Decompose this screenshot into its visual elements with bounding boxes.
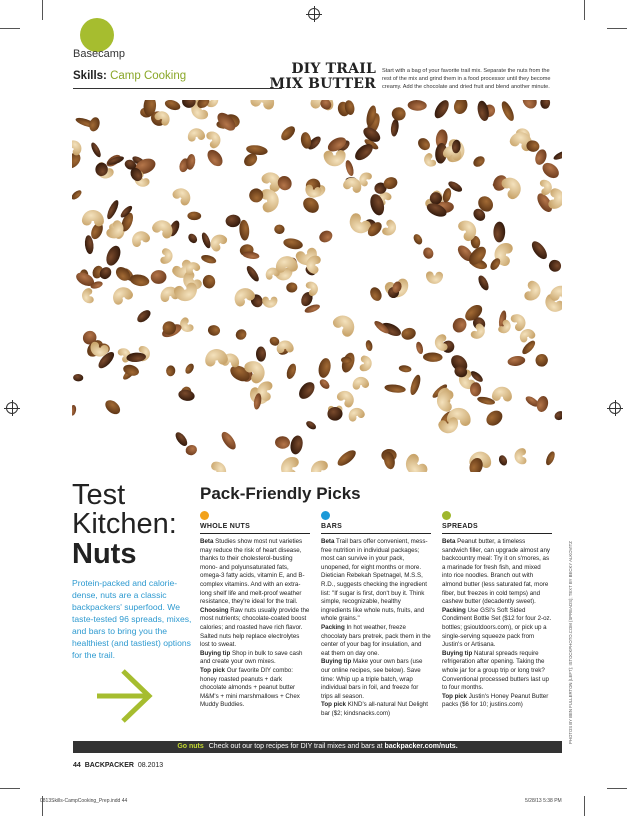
nut [359, 355, 373, 372]
nut [300, 194, 322, 216]
nut [452, 100, 470, 116]
paragraph: Top pick KIND's all-natural Nut Delight bar ($2; kindsnacks.com) [321, 701, 428, 717]
nut [523, 280, 543, 303]
title-line: Kitchen: [72, 508, 177, 540]
nut [245, 264, 261, 283]
nut [483, 408, 505, 429]
magazine-name: BACKPACKER [84, 762, 134, 769]
nut [408, 374, 422, 397]
nut [553, 409, 562, 422]
nut [279, 455, 300, 472]
color-dot [442, 511, 451, 520]
skills-category: Camp Cooking [110, 70, 187, 82]
nut [308, 458, 329, 472]
footer-url[interactable]: backpacker.com/nuts. [384, 743, 458, 750]
nut [262, 297, 277, 308]
nut [286, 282, 298, 293]
nut [289, 434, 305, 455]
nut [492, 386, 513, 402]
nut [432, 100, 452, 121]
paragraph: Beta Peanut butter, a timeless sandwich filler, can upgrade almost any backcountry meal: Try it on s'mores, as a marinade for fresh fish, and mixed into rice noodles. Branch out with almond butter (less saturated fat, more fiber, but freezes in cold temps) and cashew butter (decadently sweet). [442, 538, 550, 606]
nut [103, 397, 123, 417]
page-number: 44 [73, 762, 81, 769]
nut [105, 199, 121, 221]
nut [88, 116, 102, 133]
nut [89, 141, 102, 158]
nut [186, 127, 205, 142]
nut [346, 405, 366, 422]
nut [296, 379, 318, 402]
test-kitchen-intro: Protein-packed and calorie-dense, nuts are a classic backpackers' superfood. We taste-tested 96 spreads, mixes, and bars to bring you the healthiest (and tastiest) options for the trail. [72, 578, 192, 660]
arrow-right-icon [93, 665, 155, 727]
nut [426, 271, 443, 284]
paragraph: Packing In hot weather, freeze chocolaty bars pretrek, pack them in the center of your bag for insulation, and eat them on day one. [321, 623, 431, 657]
nut [507, 355, 526, 367]
slug-date: 5/28/13 5:38 PM [525, 798, 562, 804]
folio [73, 762, 163, 769]
go-nuts-label: Go nuts [177, 743, 204, 750]
crop-mark [0, 28, 20, 29]
nut [400, 326, 417, 341]
nut [81, 288, 94, 305]
paragraph: Top pick Our favorite DIY combo: honey roasted peanuts + dark chocolate almonds + peanut butter M&M's + mini marshmallows + Chex Muddy Buddies. [200, 666, 300, 709]
nut [384, 383, 406, 393]
nut [275, 436, 291, 449]
nut [160, 248, 174, 266]
nut [135, 308, 153, 325]
nut [398, 364, 412, 373]
nut [249, 100, 276, 111]
nut [260, 188, 280, 214]
nut [323, 150, 346, 167]
nut [430, 192, 442, 204]
skills-line [73, 70, 186, 82]
nut [202, 274, 216, 289]
nut [423, 352, 443, 362]
nut [104, 244, 124, 268]
column-heading: SPREADS [442, 523, 552, 534]
section-dot [80, 18, 114, 52]
nut [331, 311, 359, 339]
nut [211, 460, 228, 472]
nut [476, 274, 490, 292]
nut [514, 448, 527, 465]
nut [520, 100, 540, 111]
nut [184, 444, 198, 457]
nut [476, 100, 491, 122]
test-kitchen-subject: Nuts [72, 538, 137, 570]
header-rule [73, 88, 282, 89]
registration-mark [609, 402, 621, 414]
nut [247, 186, 266, 205]
nut [187, 212, 201, 221]
nut [282, 237, 303, 251]
nut [204, 147, 225, 169]
nut [184, 362, 196, 375]
nut [544, 450, 556, 466]
nut [279, 124, 298, 143]
column-whole-nuts [200, 511, 310, 710]
paragraph: Packing Use GSI's Soft Sided Condiment Bottle Set ($12 for four 2-oz. bottles; gsioutdoors.com), or pick up a single-serving squeeze pack from Justin's or Artisana. [442, 606, 552, 649]
nut [317, 357, 332, 379]
nut [540, 100, 550, 109]
test-kitchen-title [72, 481, 182, 539]
nut [207, 324, 221, 337]
nut [164, 100, 182, 112]
nut [72, 189, 83, 202]
nut [368, 285, 384, 303]
nut [305, 419, 318, 431]
skills-label: Skills: [73, 70, 107, 82]
nut [285, 362, 298, 380]
nut [422, 246, 435, 260]
nut [219, 430, 238, 452]
photo-credit-text: PHOTOS BY BEN FULLERTON (LEFT); ISTOCKPHOTO.COM (SPREADS); TEXT BY BECKY ALKOVITZ [568, 541, 573, 744]
color-dot [200, 511, 209, 520]
nut [73, 374, 84, 382]
nut [497, 454, 508, 467]
registration-mark [6, 402, 18, 414]
nut [186, 232, 198, 245]
nut [407, 100, 426, 111]
column-heading: WHOLE NUTS [200, 523, 310, 534]
nut [72, 137, 85, 157]
nut [415, 341, 424, 355]
crop-mark [584, 0, 585, 20]
nut [493, 221, 505, 242]
paragraph: Buying tip Shop in bulk to save cash and create your own mixes. [200, 649, 303, 666]
section-label: Basecamp [73, 48, 125, 60]
nut [225, 214, 241, 228]
paragraph: Beta Studies show most nut varieties may reduce the risk of heart disease, thanks to their cholesterol-busting mono- and polyunsaturated fats, omega-3 fatty acids, vitamin E, and B-complex vitamins. And with an extra-long shelf life and melt-proof weather resistance, they're ideal for the trail. [200, 538, 305, 606]
nut [499, 100, 516, 123]
crop-mark [0, 788, 20, 789]
column-heading: BARS [321, 523, 431, 534]
nut [416, 136, 433, 153]
nut [318, 377, 331, 390]
registration-mark [308, 8, 320, 20]
nut [205, 129, 223, 150]
crop-mark [584, 796, 585, 816]
photo-credit [566, 514, 574, 744]
nut [534, 353, 549, 368]
nut [412, 233, 424, 246]
nut [82, 209, 105, 226]
nut [166, 365, 176, 376]
nut [200, 231, 212, 249]
nut [256, 346, 266, 361]
nut [529, 239, 550, 262]
nut [239, 220, 250, 241]
paragraph: Beta Trail bars offer convenient, mess-free nutrition in individual packages; most can survive in your pack, unopened, for eight months or more. Dietician Rebekah Spetnagel, M.S.S, R.D., suggests checking the ingredient list: "If sugar is first, don't buy it. Think simple, recognizable, healthy ingredients like whole nuts, fruits, and whole grains." [321, 538, 428, 623]
nut [391, 107, 406, 122]
paragraph: Choosing Raw nuts usually provide the most nutrients; chocolate-coated boost calories; and roasted have rich flavor. Salted nuts help replace electrolytes lost to sweat. [200, 606, 310, 649]
nut [171, 184, 194, 207]
title-line: Test [72, 479, 126, 511]
column-bars [321, 511, 431, 718]
nut [177, 388, 195, 402]
nut [351, 375, 369, 390]
color-dot [321, 511, 330, 520]
nut [471, 154, 486, 169]
nut [72, 404, 77, 416]
nut [246, 144, 269, 156]
nut [274, 224, 285, 234]
nut [535, 395, 549, 413]
picks-title: Pack-Friendly Picks [200, 484, 361, 503]
nut [150, 270, 167, 285]
nut [173, 430, 189, 448]
nut-field [72, 100, 562, 472]
nut [441, 187, 452, 203]
footer-copy: Check out our top recipes for DIY trail mixes and bars at [208, 743, 383, 750]
crop-mark [42, 0, 43, 20]
nut [234, 327, 249, 342]
nut [317, 228, 334, 244]
paragraph: Buying tip Make your own bars (use our online recipes, see below). Save time: Whip up a triple batch, wrap individual bars in foil, and freeze for trips all season. [321, 658, 423, 700]
nut [381, 218, 399, 238]
nut [344, 159, 355, 177]
nut [552, 148, 562, 161]
nut [129, 228, 152, 248]
diy-title: DIY TRAIL MIX BUTTER [269, 61, 376, 92]
crop-mark [607, 28, 627, 29]
issue-date: 08.2013 [137, 762, 164, 769]
nut [509, 311, 528, 332]
nut [547, 258, 562, 274]
nut [109, 284, 134, 307]
nut [390, 118, 400, 136]
crop-mark [607, 788, 627, 789]
diy-text: Start with a bag of your favorite trail mix. Separate the nuts from the rest of the mix and grind them in a food processor until they become creamy. Add the chocolate and dried fruit and blend another minute. [382, 68, 551, 90]
nut [335, 447, 358, 468]
column-spreads [442, 511, 552, 710]
footer-text [73, 743, 562, 750]
paragraph: Top pick Justin's Honey Peanut Butter packs ($6 for 10; justins.com) [442, 692, 549, 709]
paragraph: Buying tip Natural spreads require refrigeration after opening. Taking the whole jar for a group trip or long trek? Conventional processed butters last up to four months. [442, 649, 549, 692]
nut [422, 152, 438, 169]
slug-file: 0813Skills-CampCooking_Prep.indd 44 [40, 798, 128, 804]
nut [200, 253, 217, 265]
nut [401, 452, 430, 472]
nut [365, 340, 374, 352]
nuts-photo [72, 100, 562, 472]
